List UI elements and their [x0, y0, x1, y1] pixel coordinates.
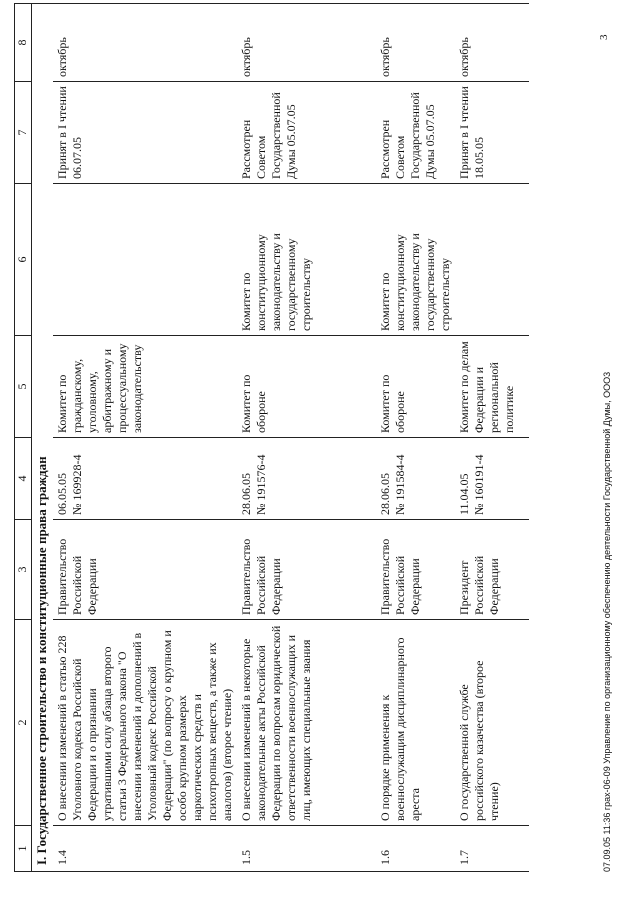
- bill-author: Правительство Российской Федерации: [237, 520, 376, 620]
- planned-month: октябрь: [53, 4, 237, 82]
- bill-author: Правительство Российской Федерации: [53, 520, 237, 620]
- bill-status: Принят в I чтении 18.05.05: [455, 82, 529, 184]
- row-number: 1.6: [376, 826, 455, 872]
- co-committee: [455, 184, 529, 336]
- page-footer: 07.09.05 11:36 грах-06-09 Управление по организационному обеспечению деятельности Государственной Думы, ООО3: [602, 371, 612, 872]
- row-number: 1.7: [455, 826, 529, 872]
- bill-table: [14, 3, 529, 872]
- responsible-committee: Комитет по делам Федерации и региональной политике: [455, 336, 529, 438]
- table-row: [237, 4, 376, 872]
- page-number: 3: [598, 34, 610, 40]
- bill-author: Правительство Российской Федерации: [376, 520, 455, 620]
- bill-author: Президент Российской Федерации: [455, 520, 529, 620]
- planned-month: октябрь: [376, 4, 455, 82]
- bill-date-reg: 06.05.05 № 169928-4: [53, 438, 237, 520]
- header-cell: 8: [15, 4, 32, 82]
- bill-title: О порядке применения к военнослужащим дисциплинарного ареста: [376, 620, 455, 826]
- header-cell: 1: [15, 826, 32, 872]
- bill-title: О внесении изменений в некоторые законодательные акты Российской Федерации по вопросам юридической ответственности военнослужащих и лиц, имеющих специальные звания: [237, 620, 376, 826]
- responsible-committee: Комитет по гражданскому, уголовному, арбитражному и процессуальному законодательству: [53, 336, 237, 438]
- bill-date-reg: 28.06.05 № 191584-4: [376, 438, 455, 520]
- planned-month: октябрь: [237, 4, 376, 82]
- bill-date-reg: 11.04.05 № 160191-4: [455, 438, 529, 520]
- bill-title: О внесении изменений в статью 228 Уголовного кодекса Российской Федерации и о признании утратившими силу абзаца второго статьи 3 Федерального закона "О внесении изменений и дополнений в Уголовный кодекс Российской Федерации" (по вопросу о крупном и особо крупном размерах наркотических средств и психотропных веществ, а также их аналогов) (второе чтение): [53, 620, 237, 826]
- bill-date-reg: 28.06.05 № 191576-4: [237, 438, 376, 520]
- planned-month: октябрь: [455, 4, 529, 82]
- header-cell: 5: [15, 336, 32, 438]
- bill-title: О государственной службе российского казачества (второе чтение): [455, 620, 529, 826]
- header-row: [15, 4, 32, 872]
- row-number: 1.4: [53, 826, 237, 872]
- header-cell: 6: [15, 184, 32, 336]
- responsible-committee: Комитет по обороне: [376, 336, 455, 438]
- section-title: I. Государственное строительство и конституционные права граждан: [32, 4, 54, 872]
- responsible-committee: Комитет по обороне: [237, 336, 376, 438]
- co-committee: Комитет по конституционному законодательству и государственному строительству: [376, 184, 455, 336]
- header-cell: 3: [15, 520, 32, 620]
- header-cell: 2: [15, 620, 32, 826]
- table-row: [53, 4, 237, 872]
- table-row: [455, 4, 529, 872]
- header-cell: 7: [15, 82, 32, 184]
- co-committee: Комитет по конституционному законодательству и государственному строительству: [237, 184, 376, 336]
- co-committee: [53, 184, 237, 336]
- header-cell: 4: [15, 438, 32, 520]
- bill-status: Рассмотрен Советом Государственной Думы 05.07.05: [376, 82, 455, 184]
- bill-status: Принят в I чтении 06.07.05: [53, 82, 237, 184]
- table-row: [376, 4, 455, 872]
- section-row: [32, 4, 54, 872]
- bill-status: Рассмотрен Советом Государственной Думы 05.07.05: [237, 82, 376, 184]
- row-number: 1.5: [237, 826, 376, 872]
